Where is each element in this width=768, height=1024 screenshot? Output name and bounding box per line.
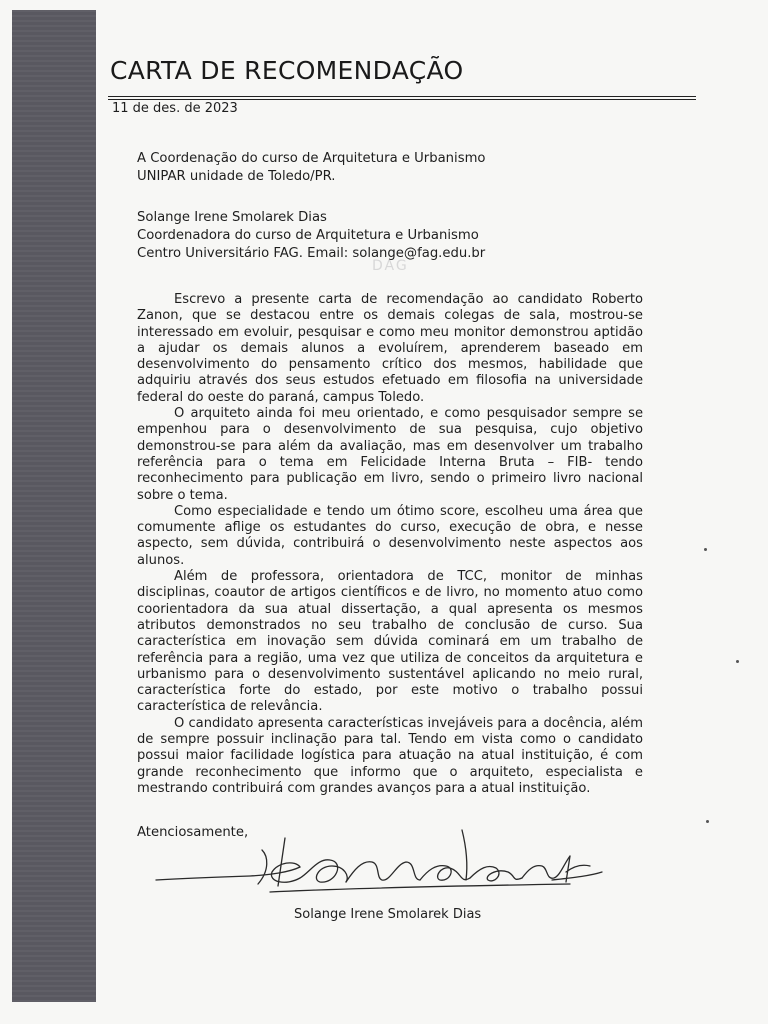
scan-speck <box>706 820 709 823</box>
body-paragraph: Escrevo a presente carta de recomendação ao candidato Roberto Zanon, que se destacou entre os demais colegas de sala, mostrou-se interessado em evoluir, pesquisar e como meu monitor demonstrou aptidão a ajudar os demais alunos a evoluírem, aprenderem baseado em desenvolvimento do pensamento crítico dos mesmos, habilidade que adquiriu através dos seus estudos efetuado em filosofia na universidade federal do oeste do paraná, campus Toledo. <box>137 292 643 405</box>
faded-stamp: DAG <box>372 258 409 274</box>
signer-name: Solange Irene Smolarek Dias <box>294 907 482 922</box>
sender-name: Solange Irene Smolarek Dias <box>137 210 327 225</box>
recipient-line: UNIPAR unidade de Toledo/PR. <box>137 169 336 184</box>
body-paragraph: O candidato apresenta características invejáveis para a docência, além de sempre possuir inclinação para tal. Tendo em vista como o candidato possui maior facilidade logística para atuação na atual instituição, é com grande reconhecimento que informo que o arquiteto, especialista e mestrando contribuirá com grandes avanços para a atual instituição. <box>137 715 643 796</box>
title-rule-bottom <box>108 99 696 100</box>
letter-body <box>137 292 643 797</box>
scan-speck <box>736 660 739 663</box>
sender-contact: Centro Universitário FAG. Email: solange@fag.edu.br <box>137 246 486 261</box>
title-rule-top <box>108 96 696 97</box>
handwritten-signature <box>150 820 610 900</box>
body-paragraph: Como especialidade e tendo um ótimo score, escolheu uma área que comumente aflige os estudantes do curso, execução de obra, e nesse aspecto, sem dúvida, contribuirá o desenvolvimento neste aspectos aos alunos. <box>137 503 643 568</box>
sender-block <box>137 209 485 263</box>
scan-speck <box>704 548 707 551</box>
document-date: 11 de des. de 2023 <box>112 101 238 116</box>
document-title: CARTA DE RECOMENDAÇÃO <box>110 56 464 85</box>
decorative-side-bar <box>12 10 96 1002</box>
recipient-line: A Coordenação do curso de Arquitetura e Urbanismo <box>137 151 486 166</box>
closing-salutation: Atenciosamente, <box>137 825 249 840</box>
sender-role: Coordenadora do curso de Arquitetura e Urbanismo <box>137 228 479 243</box>
body-paragraph: Além de professora, orientadora de TCC, monitor de minhas disciplinas, coautor de artigos científicos e de livro, no momento atuo como coorientadora da sua atual dissertação, a qual apresenta os mesmos atributos demonstrados no seu trabalho de conclusão de curso. Sua característica em inovação sem dúvida cominará em um trabalho de referência para a região, uma vez que utiliza de conceitos da arquitetura e urbanismo para o desenvolvimento sustentável aplicando no meio rural, característica forte do estado, por este motivo o trabalho possui característica de relevância. <box>137 569 643 715</box>
body-paragraph: O arquiteto ainda foi meu orientado, e como pesquisador sempre se empenhou para o desenvolvimento de sua pesquisa, cujo objetivo demonstrou-se para além da avaliação, mas em desenvolver um trabalho referência para o tema em Felicidade Interna Bruta – FIB- tendo reconhecimento para publicação em livro, sendo o primeiro livro nacional sobre o tema. <box>137 406 643 503</box>
recipient-block <box>137 150 485 186</box>
